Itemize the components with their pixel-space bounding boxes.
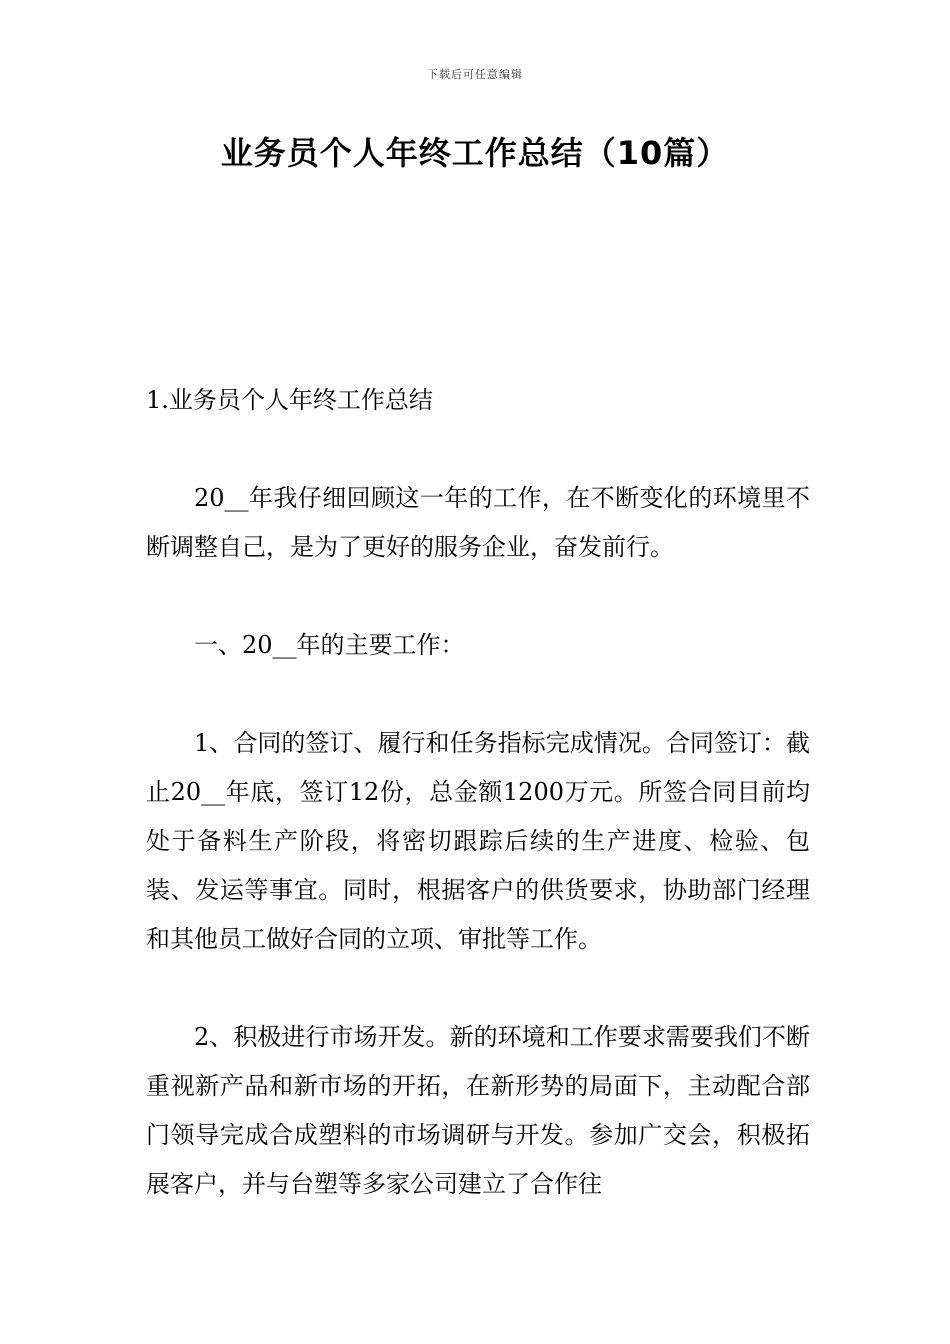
document-body	[146, 376, 810, 1258]
paragraph: 2、积极进行市场开发。新的环境和工作要求需要我们不断重视新产品和新市场的开拓，在新形势的局面下，主动配合部门领导完成合成塑料的市场调研与开发。参加广交会，积极拓展客户，并与台塑等多家公司建立了合作往	[146, 1023, 810, 1198]
paragraph: 1、合同的签订、履行和任务指标完成情况。合同签订：截止20__年底，签订12份，总金额1200万元。所签合同目前均处于备料生产阶段，将密切跟踪后续的生产进度、检验、包装、发运等事宜。同时，根据客户的供货要求，协助部门经理和其他员工做好合同的立项、审批等工作。	[146, 729, 810, 953]
section-heading: 1.业务员个人年终工作总结	[146, 386, 433, 414]
paragraph: 20__年我仔细回顾这一年的工作，在不断变化的环境里不断调整自己，是为了更好的服务企业，奋发前行。	[146, 484, 810, 561]
header-note: 下载后可任意编辑	[427, 68, 523, 81]
subsection-heading: 一、20__年的主要工作：	[194, 631, 465, 659]
document-title: 业务员个人年终工作总结（10篇）	[220, 134, 730, 172]
